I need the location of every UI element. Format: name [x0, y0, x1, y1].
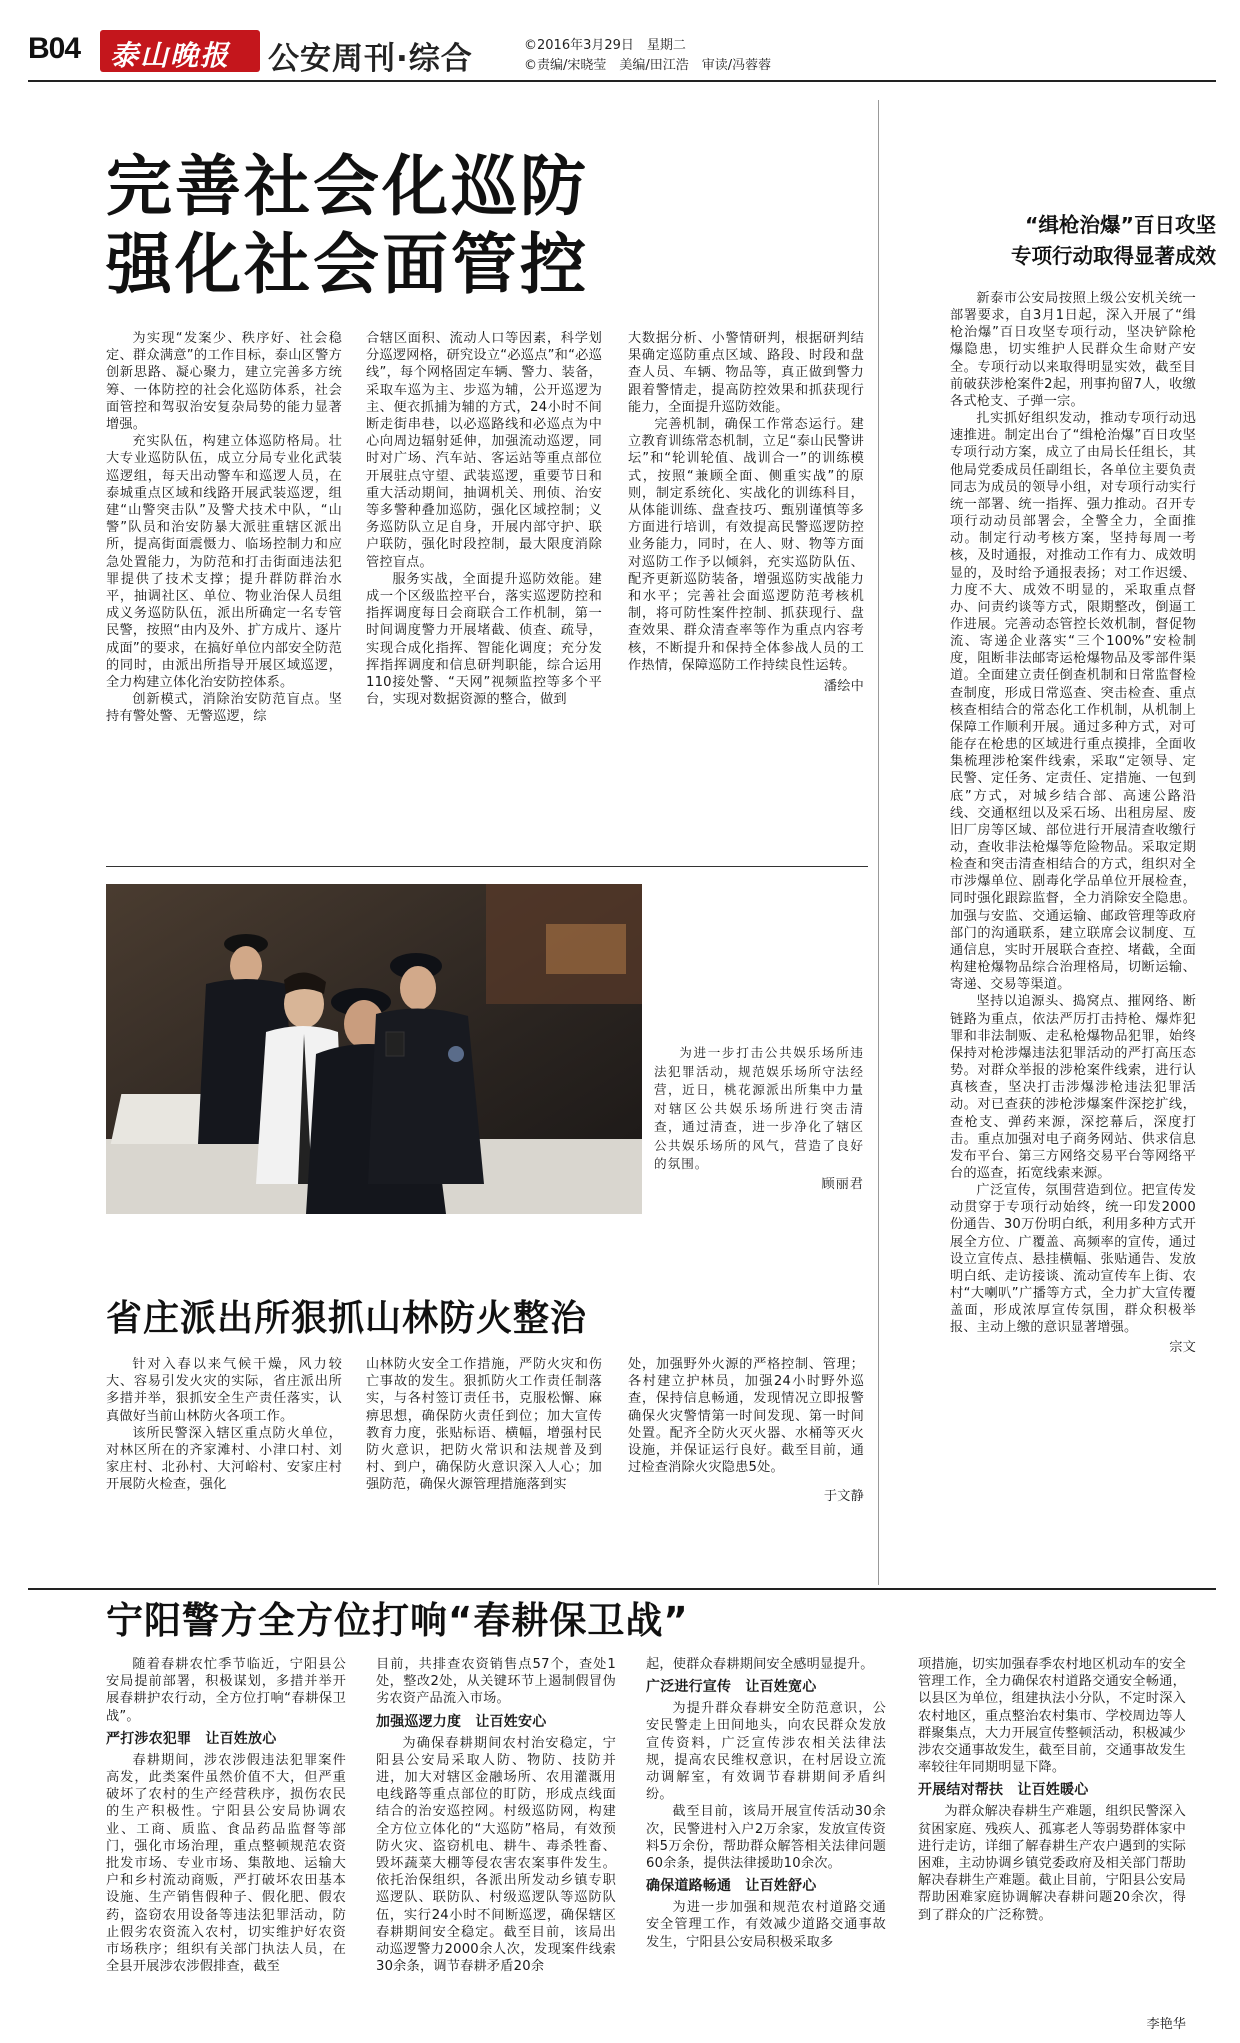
news-photo — [106, 884, 642, 1214]
section-divider — [106, 866, 868, 867]
article2-paragraph: 该所民警深入辖区重点防火单位，对林区所在的齐家滩村、小津口村、刘家庄村、北孙村、大河峪村、安家庄村开展防火检查，强化 — [106, 1425, 342, 1493]
photo-caption-text: 为进一步打击公共娱乐场所违法犯罪活动，规范娱乐场所守法经营，近日，桃花源派出所集中力量对辖区公共娱乐场所进行突击清查，通过清查，进一步净化了辖区公共娱乐场所的风气，营造了良好的氛围。 — [654, 1045, 864, 1171]
article3-subheading: 开展结对帮扶 让百姓暖心 — [918, 1782, 1089, 1799]
editor-credits: ©责编/宋晓莹 美编/田江浩 审读/冯蓉蓉 — [524, 58, 772, 73]
article3-subheading: 加强巡逻力度 让百姓安心 — [376, 1713, 547, 1730]
sidebar-divider — [878, 100, 879, 1585]
sidebar-paragraph: 广泛宣传，氛围营造到位。把宣传发动贯穿于专项行动始终，统一印发2000份通告、30万份明白纸，利用多种方式开展全方位、广覆盖、高频率的宣传，通过设立宣传点、悬挂横幅、张贴通告、发放明白纸、走访接谈、流动宣传车上街、农村“大喇叭”广播等方式，全力扩大宣传覆盖面，形成浓厚宣传氛围，群众积极举报、主动上缴的意识显著增强。 — [950, 1183, 1196, 1336]
article2-column-3 — [628, 1356, 864, 1506]
article3-headline: 宁阳警方全方位打响“春耕保卫战” — [106, 1599, 689, 1642]
logo-text: 泰山晚报 — [110, 39, 231, 72]
newspaper-logo — [100, 30, 260, 72]
sidebar-headline — [890, 210, 1216, 272]
article1-paragraph: 充实队伍，构建立体巡防格局。壮大专业巡防队伍，成立分局专业化武装巡逻组，每天出动警车和巡逻人员，在泰城重点区域和线路开展武装巡逻，组建“山警突击队”及警犬技术中队，“山警”队员和治安防暴大派驻重辖区派出所，提高街面震慑力、临场控制力和应急处置能力，为防范和打击街面违法犯罪提供了技术支撑；提升群防群治水平，抽调社区、单位、物业治保人员组成义务巡防队伍，派出所确定一名专管民警，按照“由内及外、扩方成片、逐片成面”的要求，在搞好单位内部安全防范的同时，由派出所指导开展区域巡逻，全力构建立体化治安防控体系。 — [106, 434, 342, 691]
article1-paragraph: 为实现“发案少、秩序好、社会稳定、群众满意”的工作目标，泰山区警方创新思路、凝心聚力，建立完善多方统筹、一体防控的社会化巡防体系，社会面管控和驾驭治安复杂局势的能力显著增强。 — [106, 331, 342, 433]
headline-line-2: 强化社会面管控 — [106, 226, 589, 303]
article3-subheading: 严打涉农犯罪 让百姓放心 — [106, 1730, 277, 1747]
article3-paragraph: 项措施，切实加强春季农村地区机动车的安全管理工作，全力确保农村道路交通安全畅通，以县区为单位，组建执法小分队，不定时深入农村地区，重点整治农村集市、学校周边等人群聚集点，大力开展宣传整顿活动，积极减少涉农交通事故发生，截至目前，交通事故发生率较往年同期明显下降。 — [918, 1657, 1186, 1776]
issue-date: ©2016年3月29日 星期二 — [524, 38, 686, 53]
article3-paragraph: 为提升群众春耕安全防范意识，公安民警走上田间地头，向农民群众发放宣传资料，广泛宣传涉农相关法律法规，提高农民维权意识，在村居设立流动调解室，有效调节春耕期间矛盾纠纷。 — [646, 1701, 886, 1803]
article3-paragraph: 春耕期间，涉农涉假违法犯罪案件高发，此类案件虽然价值不大，但严重破坏了农村的生产经营秩序，损伤农民的生产积极性。宁阳县公安局协调农业、工商、质监、食品药品监督等部门，强化市场治理，重点整顿规范农资批发市场、专业市场、集散地、运输大户和乡村流动商贩，严打破坏农田基本设施、生产销售假种子、假化肥、假农药，盗窃农用设备等违法犯罪活动，防止假劣农资流入农村，切实维护好农资市场秩序；组织有关部门执法人员，在全县开展涉农涉假排查，截至 — [106, 1752, 346, 1975]
article1-paragraph: 创新模式，消除治安防范盲点。坚持有警处警、无警巡逻，综 — [106, 692, 342, 725]
sidebar-headline-line-1: “缉枪治爆”百日攻坚 — [1025, 213, 1216, 237]
article2-author: 于文静 — [823, 1489, 864, 1505]
article3-paragraph: 为群众解决春耕生产难题，组织民警深入贫困家庭、残疾人、孤寡老人等弱势群体家中进行走访，详细了解春耕生产农户遇到的实际困难，主动协调乡镇党委政府及相关部门帮助解决春耕生产难题。截止目前，宁阳县公安局帮助困难家庭协调解决春耕问题20余次，得到了群众的广泛称赞。 — [918, 1804, 1186, 1923]
sidebar-paragraph: 扎实抓好组织发动，推动专项行动迅速推进。制定出台了“缉枪治爆”百日攻坚专项行动方案，成立了由局长任组长，其他局党委成员任副组长，各单位主要负责同志为成员的领导小组，对专项行动实行统一部署、统一指挥、强力推动。召开专项行动动员部署会，全警全力，全面推动。制定行动考核方案，坚持每周一考核，及时通报，对推动工作有力、成效明显的，及时给予通报表扬；对工作迟缓、力度不大、成效不明显的，采取重点督办、问责约谈等方式，限期整改，倒逼工作进展。完善动态管控长效机制，督促物流、寄递企业落实“三个100%”安检制度，阻断非法邮寄运枪爆物品及零部件渠道。全面建立责任倒查机制和日常监督检查制度，形成日常巡查、突击检查、重点核查相结合的常态化工作机制，从机制上保障工作顺利开展。通过多种方式，对可能存在枪患的区域进行重点摸排，全面收集梳理涉枪案件线索，采取“定领导、定民警、定任务、定责任、定措施、一包到底”方式，对城乡结合部、高速公路沿线、交通枢纽以及采石场、出租房屋、废旧厂房等区域、部位进行开展清查收缴行动，查收非法枪爆等危险物品。采取定期检查和突击清查相结合的方式，组织对全市涉爆单位、剧毒化学品单位开展检查，同时强化跟踪监督，全力消除安全隐患。加强与安监、交通运输、邮政管理等政府部门的沟通联系，建立联席会议制度、互通信息，实时开展联合查控、堵截，全面构建枪爆物品综合治理格局，切断运输、寄递、交易等渠道。 — [950, 411, 1196, 993]
article2-headline: 省庄派出所狠抓山林防火整治 — [106, 1298, 588, 1339]
article3-paragraph: 为进一步加强和规范农村道路交通安全管理工作，有效减少道路交通事故发生，宁阳县公安局积极采取多 — [646, 1900, 886, 1950]
article3-paragraph: 截至目前，该局开展宣传活动30余次，民警进村入户2万余家，发放宣传资料5万余份，帮助群众解答相关法律问题60余条，提供法律援助10余次。 — [646, 1804, 886, 1872]
article2-column-1 — [106, 1356, 342, 1494]
photo-credit: 顾丽君 — [821, 1176, 864, 1192]
article1-column-1 — [106, 330, 342, 726]
article1-column-2 — [366, 330, 602, 708]
sidebar-headline-line-2: 专项行动取得显著成效 — [1011, 244, 1216, 268]
article3-paragraph: 随着春耕农忙季节临近，宁阳县公安局提前部署，积极谋划，多措并举开展春耕护农行动，全方位打响“春耕保卫战”。 — [106, 1657, 346, 1724]
page-number: B04 — [28, 32, 81, 65]
sidebar-author: 宗文 — [1169, 1339, 1196, 1355]
article3-paragraph: 起，使群众春耕期间安全感明显提升。 — [646, 1657, 874, 1672]
article2-column-2 — [366, 1356, 602, 1494]
header-rule — [28, 80, 1216, 82]
article1-paragraph: 大数据分析、小警情研判，根据研判结果确定巡防重点区域、路段、时段和盘查人员、车辆、物品等，真正做到警力跟着警情走，提高防控效果和抓获现行能力，全面提升巡防效能。 — [628, 331, 864, 415]
article3-column-1 — [106, 1656, 346, 1975]
article3-paragraph: 为确保春耕期间农村治安稳定，宁阳县公安局采取人防、物防、技防并进，加大对辖区金融场所、农用灌溉用电线路等重点部位的盯防，形成点线面结合的治安巡控网。村级巡防网，构建全方位立体化的“大巡防”格局，有效预防火灾、盗窃机电、耕牛、毒杀牲畜、毁坏蔬菜大棚等侵农害农案事件发生。依托治保组织，各派出所发动乡镇专职巡逻队、联防队、村级巡逻队等巡防队伍，实行24小时不间断巡逻，确保辖区春耕期间安全稳定。截至目前，该局出动巡逻警力2000余人次，发现案件线索30余条，调节春耕矛盾20余 — [376, 1735, 616, 1975]
section-title: 公安周刊·综合 — [268, 41, 473, 77]
article3-author: 李艳华 — [1146, 2017, 1186, 2032]
article3-column-2 — [376, 1656, 616, 1975]
article2-paragraph: 山林防火安全工作措施，严防火灾和伤亡事故的发生。狠抓防火工作责任制落实，与各村签订责任书，克服松懈、麻痹思想，确保防火责任到位；加大宣传教育力度，张贴标语、横幅，增强村民防火意识，把防火常识和法规普及到村、到户，确保防火意识深入人心；加强防范，确保火源管理措施落到实 — [366, 1357, 602, 1493]
photo-caption — [654, 1044, 864, 1193]
article1-author: 潘绘中 — [823, 679, 864, 695]
photo-illustration — [106, 884, 642, 1214]
article1-column-3 — [628, 330, 864, 695]
article3-subheading: 广泛进行宣传 让百姓宽心 — [646, 1679, 817, 1696]
article3-subheading: 确保道路畅通 让百姓舒心 — [646, 1878, 817, 1895]
article2-paragraph: 处，加强野外火源的严格控制、管理；各村建立护林员，加强24小时野外巡查，保持信息畅通，发现情况立即报警确保火灾警情第一时间发现、第一时间处置。配齐全防火灭火器、水桶等灭火设施，并保证运行良好。截至目前，通过检查消除火灾隐患5处。 — [628, 1357, 864, 1476]
article1-paragraph: 完善机制，确保工作常态运行。建立教育训练常态机制，立足“泰山民警讲坛”和“轮训轮值、战训合一”的训练模式，按照“兼顾全面、侧重实战”的原则，制定系统化、实战化的训练科目，从体能训练、盘查技巧、甄别谨慎等多方面进行培训，有效提高民警巡逻防控业务能力，同时，在人、财、物等方面对巡防工作予以倾斜，充实巡防队伍、配齐更新巡防装备，增强巡防实战能力和水平；完善社会面巡逻防范考核机制，将可防性案件控制、抓获现行、盘查效果、群众清查率等作为重点内容考核，不断提升和保持全体参战人员的工作热情，保障巡防工作持续良性运转。 — [628, 417, 864, 673]
sidebar-paragraph: 坚持以追源头、捣窝点、摧网络、断链路为重点，依法严厉打击持枪、爆炸犯罪和非法制贩、走私枪爆物品犯罪，始终保持对枪涉爆违法犯罪活动的严打高压态势。对群众举报的涉枪案件线索，进行认真核查，坚决打击涉爆涉枪违法犯罪活动。对已查获的涉枪涉爆案件深挖扩线，查枪支、弹药来源，深挖幕后，深度打击。重点加强对电子商务网站、供求信息发布平台、第三方网络交易平台等网络平台的巡查，拓宽线索来源。 — [950, 994, 1196, 1181]
article3-column-3 — [646, 1656, 886, 1951]
sidebar-paragraph: 新泰市公安局按照上级公安机关统一部署要求，自3月1日起，深入开展了“缉枪治爆”百日攻坚专项行动，坚决铲除枪爆隐患，切实维护人民群众生命财产安全。专项行动以来取得明显实效，截至目前破获涉枪案件2起，刑事拘留7人，收缴各式枪支、子弹一宗。 — [950, 291, 1196, 409]
masthead — [0, 0, 1240, 86]
article2-paragraph: 针对入春以来气候干燥，风力较大、容易引发火灾的实际，省庄派出所多措并举，狠抓安全生产责任落实，认真做好当前山林防火各项工作。 — [106, 1357, 342, 1424]
article-headline — [106, 148, 589, 304]
article1-paragraph: 合辖区面积、流动人口等因素，科学划分巡逻网格，研究设立“必巡点”和“必巡线”，每个网格固定车辆、警力、装备，采取车巡为主、步巡为辅，公开巡逻为主、便衣抓捕为辅的方式，24小时不间断走街串巷，以必巡路线和必巡点为中心向周边辐射延伸，加强流动巡逻，同时对广场、汽车站、客运站等重点部位开展驻点守望、武装巡逻，重要节日和重大活动期间，抽调机关、刑侦、治安等多警种叠加巡防，强化区域控制；义务巡防队立足自身，开展内部守护、联户联防，强化时段控制，最大限度消除管控盲点。 — [366, 331, 602, 570]
article1-paragraph: 服务实战，全面提升巡防效能。建成一个区级监控平台，落实巡逻防控和指挥调度每日会商联合工作机制，第一时间调度警力开展堵截、侦查、疏导，实现合成化指挥、智能化调度；充分发挥指挥调度和信息研判职能，综合运用110接处警、“天网”视频监控等多个平台，实现对数据资源的整合，做到 — [366, 571, 602, 708]
sidebar-column — [950, 290, 1196, 1356]
headline-line-1: 完善社会化巡防 — [106, 148, 589, 225]
article3-paragraph: 目前，共排查农资销售点57个，查处1处，整改2处，从关键环节上遏制假冒伪劣农资产品流入市场。 — [376, 1657, 616, 1707]
article3-column-4 — [918, 1656, 1186, 1924]
